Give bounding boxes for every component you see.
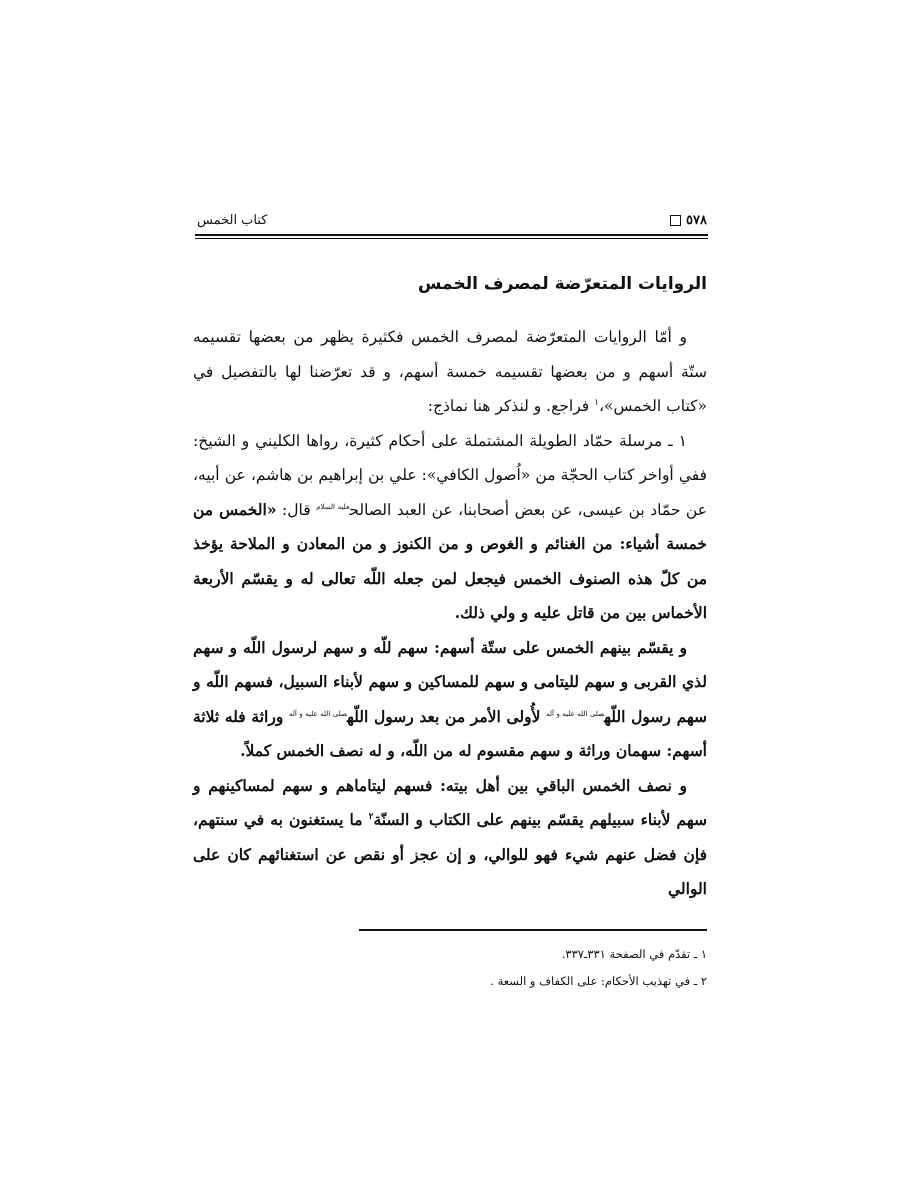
footnote-ref-1[interactable]: ١	[594, 397, 599, 408]
square-bullet-icon	[670, 215, 681, 226]
honorific-mark: صلى الله عليه و آله	[289, 709, 347, 718]
body-text	[193, 320, 707, 907]
paragraph-2: ١ ـ مرسلة حمّاد الطويلة المشتملة على أحكام كثيرة، رواها الكليني و الشيخ: ففي أواخر كتاب الحجّة من «اُصول الكافي»: علي بن إبراهيم بن هاشم، عن أبيه، عن حمّاد بن عيسى، عن بعض أصحابنا، عن العبد الصالح$^{عليه السلام}$ قال: «الخمس من خمسة أشياء: من الغنائم و الغوص و من الكنوز و من المعادن و الملاحة يؤخذ من كلّ هذه الصنوف الخمس فيجعل لمن جعله اللّه تعالى له و يقسّم الأربعة الأخماس بين من قاتل عليه و ولي ذلك.	[193, 431, 707, 622]
footnote-2: ٢ ـ في تهذيب الأحكام: على الكفاف و السعة .	[490, 974, 707, 988]
section-title: الروايات المتعرّضة لمصرف الخمس	[418, 274, 707, 294]
page-number-text: ٥٧٨	[686, 212, 707, 228]
footnote-rule	[359, 929, 707, 931]
page-number	[670, 213, 707, 228]
header-rule	[195, 234, 708, 236]
header-rule-thin	[195, 238, 708, 239]
footnote-ref-2[interactable]: ٢	[368, 811, 374, 822]
footnote-1: ١ ـ تقدّم في الصفحة ٣٣١ـ٣٣٧.	[561, 947, 707, 961]
honorific-mark: صلى الله عليه و آله	[546, 709, 605, 718]
paragraph-1: و أمّا الروايات المتعرّضة لمصرف الخمس فكثيرة يظهر من بعضها تقسيمه ستّة أسهم و من بعضها تقسيمه خمسة أسهم، و قد تعرّضنا لها بالتفصيل في «كتاب الخمس»،$^١$ فراجع. و لنذكر هنا نماذج:	[193, 328, 707, 415]
honorific-mark: عليه السلام	[316, 502, 350, 511]
paragraph-4: و نصف الخمس الباقي بين أهل بيته: فسهم ليتاماهم و سهم لمساكينهم و سهم لأبناء سبيلهم يقسّم بينهم على الكتاب و السنّة$^٢$ ما يستغنون به في سنتهم، فإن فضل عنهم شيء فهو للوالي، و إن عجز أو نقص عن استغنائهم كان على الوالي	[193, 775, 707, 898]
footnotes	[359, 941, 707, 995]
book-title: كتاب الخمس	[197, 212, 268, 228]
quoted-hadith: «الخمس من خمسة أشياء: من الغنائم و الغوص و من الكنوز و من المعادن و الملاحة يؤخذ من كلّ هذه الصنوف الخمس فيجعل لمن جعله اللّه تعالى له و يقسّم الأربعة الأخماس بين من قاتل عليه و ولي ذلك.	[193, 499, 707, 622]
running-header	[197, 206, 707, 234]
paragraph-3: و يقسّم بينهم الخمس على ستّة أسهم: سهم للّه و سهم لرسول اللّه و سهم لذي القربى و سهم لليتامى و سهم للمساكين و سهم لأبناء السبيل، فسهم اللّه و سهم رسول اللّه$^{صلى الله عليه و آله}$ لأُولى الأمر من بعد رسول اللّه$^{صلى الله عليه و آله}$ وراثة فله ثلاثة أسهم: سهمان وراثة و سهم مقسوم له من اللّه، و له نصف الخمس كملاً.	[193, 637, 708, 760]
